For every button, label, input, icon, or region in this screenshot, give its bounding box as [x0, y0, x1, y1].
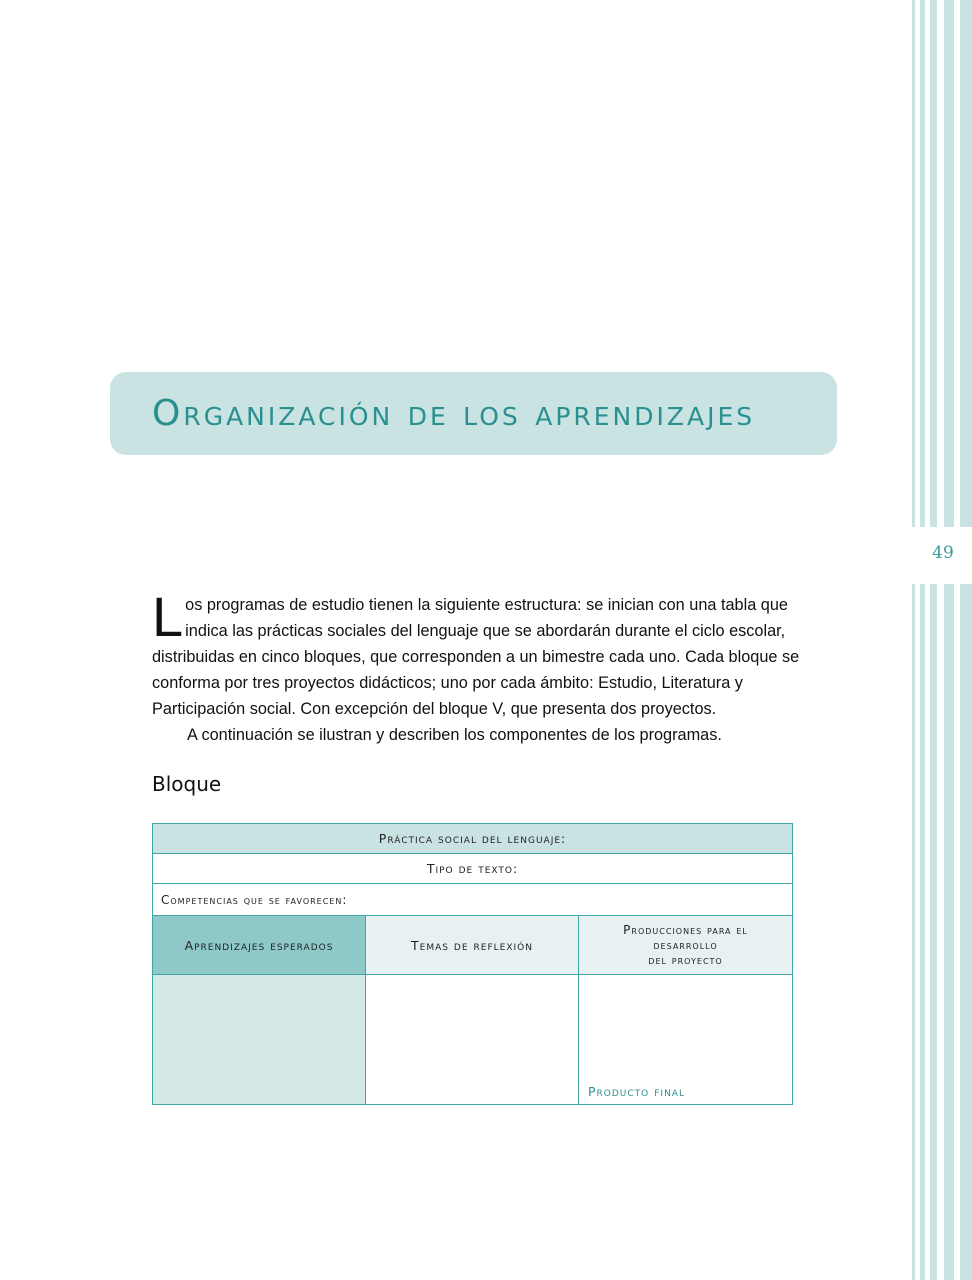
aprendizajes-header: Aprendizajes esperados [153, 916, 366, 975]
drop-cap: L [152, 585, 184, 648]
intro-text [152, 585, 800, 748]
aprendizajes-body [153, 975, 366, 1105]
intro-paragraph-1-text: os programas de estudio tienen la siguiente estructura: se inician con una tabla que indica las prácticas sociales del lenguaje que se abordarán durante el ciclo escolar, distribuidas en cinco bloques, que corresponden a un bimestre cada uno. Cada bloque se conforma por tres proyectos didácticos; uno por cada ámbito: Estudio, Literatura y Participación social. Con excepción del bloque V, que presenta dos proyectos. [152, 596, 800, 718]
intro-paragraph-2: A continuación se ilustran y describen los componentes de los programas. [187, 726, 722, 744]
producto-final-label: Producto final [588, 1084, 685, 1099]
practica-social-cell: Práctica social del lenguaje: [153, 824, 793, 854]
competencias-cell: Competencias que se favorecen: [153, 884, 793, 916]
producciones-line-3: del proyecto [648, 952, 723, 967]
temas-body [366, 975, 579, 1105]
producciones-line-1: Producciones para el [623, 922, 748, 937]
page-number: 49 [932, 543, 954, 563]
margin-stripes [912, 0, 972, 1280]
producciones-header [579, 916, 793, 975]
producciones-body [579, 975, 793, 1105]
tipo-texto-cell: Tipo de texto: [153, 854, 793, 884]
title-band [110, 372, 837, 455]
page-title: Organización de los aprendizajes [152, 393, 756, 434]
block-structure-table [152, 823, 793, 1105]
temas-header: Temas de reflexión [366, 916, 579, 975]
intro-paragraph-1 [152, 585, 800, 722]
section-title: Bloque [152, 772, 222, 796]
producciones-line-2: desarrollo [653, 937, 718, 952]
